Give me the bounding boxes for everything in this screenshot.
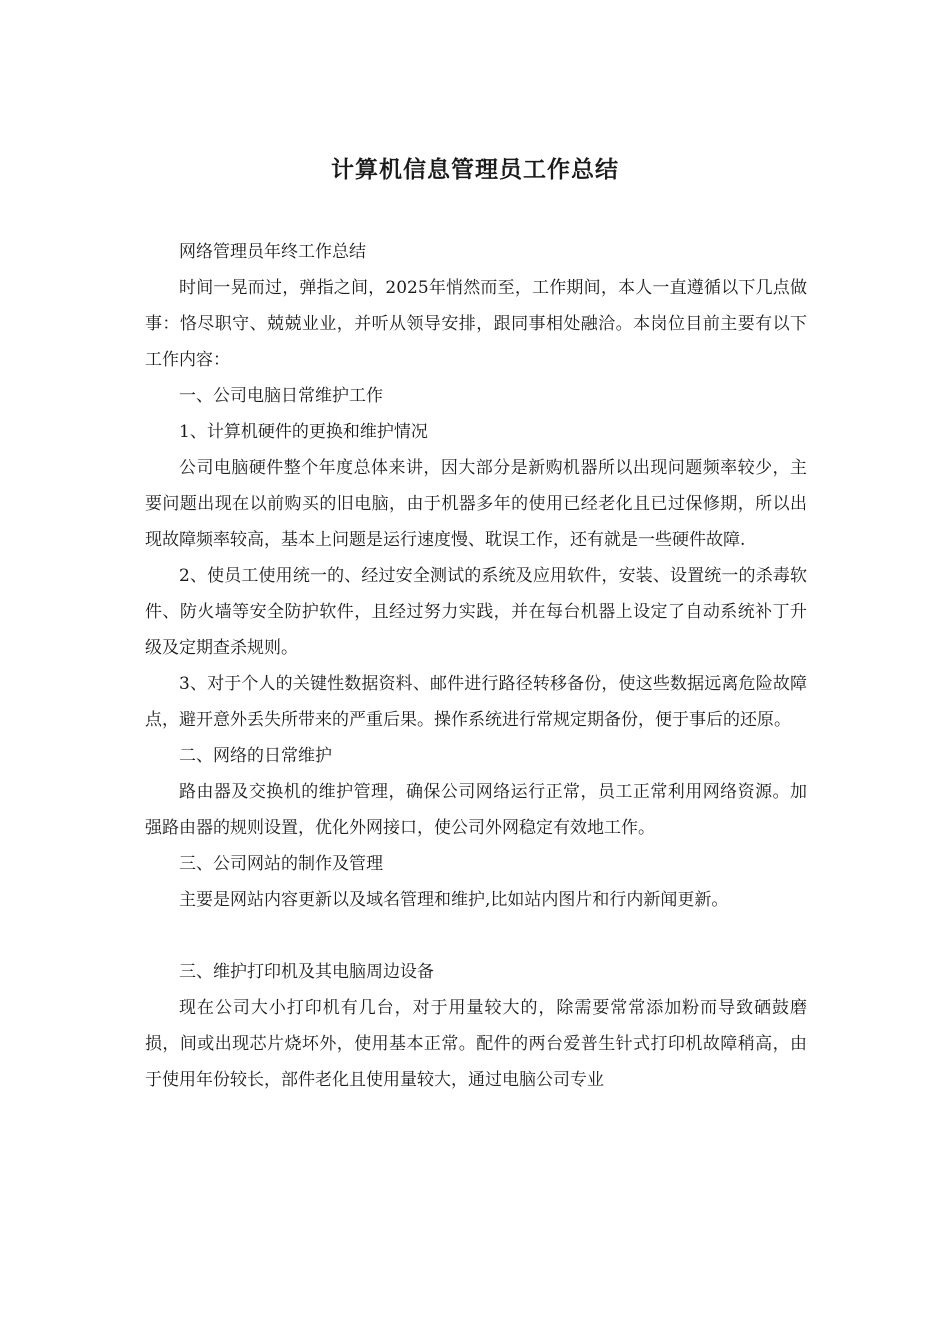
document-title: 计算机信息管理员工作总结: [331, 156, 619, 183]
paragraph-website: 主要是网站内容更新以及域名管理和维护,比如站内图片和行内新闻更新。: [179, 890, 729, 910]
blank-line: [145, 918, 807, 954]
paragraph-printers: 现在公司大小打印机有几台，对于用量较大的，除需要常常添加粉而导致硒鼓磨损，间或出现芯片烧坏外，使用基本正常。配件的两台爱普生针式打印机故障稍高，由于使用年份较长，部件老化且使用量较大，通过电脑公司专业: [145, 998, 807, 1090]
section-heading-computer-maintenance: 一、公司电脑日常维护工作: [179, 386, 383, 406]
paragraph-hardware: 公司电脑硬件整个年度总体来讲，因大部分是新购机器所以出现问题频率较少，主要问题出现在以前购买的旧电脑，由于机器多年的使用已经老化且已过保修期，所以出现故障频率较高，基本上问题是运行速度慢、耽误工作，还有就是一些硬件故障.: [145, 458, 807, 550]
paragraph-subtitle: 网络管理员年终工作总结: [179, 242, 366, 262]
subsection-heading-hardware: 1、计算机硬件的更换和维护情况: [179, 422, 428, 442]
document-body: [145, 234, 807, 1098]
section-heading-website: 三、公司网站的制作及管理: [179, 854, 383, 874]
paragraph-intro: 时间一晃而过，弹指之间，2025年悄然而至，工作期间，本人一直遵循以下几点做事：恪尽职守、兢兢业业，并听从领导安排，跟同事相处融洽。本岗位目前主要有以下工作内容：: [145, 278, 807, 370]
paragraph-software: 2、使员工使用统一的、经过安全测试的系统及应用软件，安装、设置统一的杀毒软件、防火墙等安全防护软件，且经过努力实践，并在每台机器上设定了自动系统补丁升级及定期查杀规则。: [145, 566, 807, 658]
paragraph-network: 路由器及交换机的维护管理，确保公司网络运行正常，员工正常利用网络资源。加强路由器的规则设置，优化外网接口，使公司外网稳定有效地工作。: [145, 782, 807, 838]
section-heading-network: 二、网络的日常维护: [179, 746, 332, 766]
paragraph-backup: 3、对于个人的关键性数据资料、邮件进行路径转移备份，使这些数据远离危险故障点，避开意外丢失所带来的严重后果。操作系统进行常规定期备份，便于事后的还原。: [145, 674, 807, 730]
section-heading-printers: 三、维护打印机及其电脑周边设备: [179, 962, 434, 982]
